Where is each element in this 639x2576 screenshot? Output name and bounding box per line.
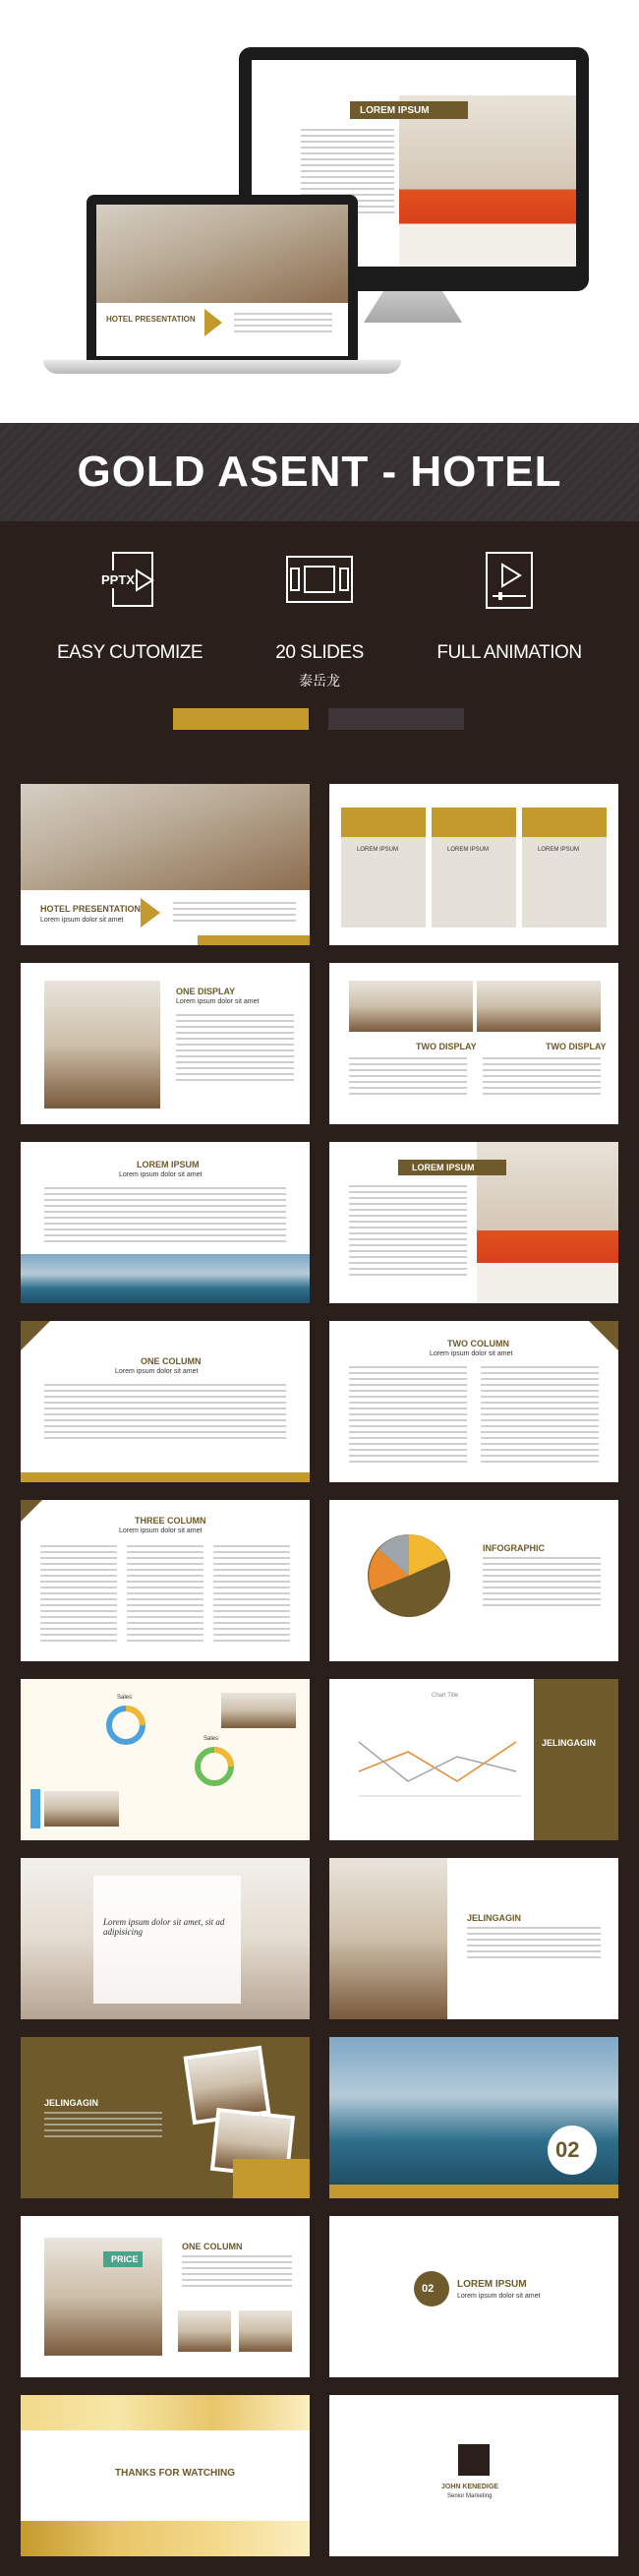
slide-number: 02 bbox=[422, 2283, 435, 2295]
text-lines bbox=[483, 1057, 601, 1097]
slide-11[interactable] bbox=[21, 1679, 310, 1840]
slide-12[interactable] bbox=[329, 1679, 618, 1840]
text-lines bbox=[40, 1545, 117, 1644]
room-photo bbox=[178, 2310, 231, 2352]
avatar bbox=[458, 2444, 490, 2476]
arrow-icon bbox=[141, 898, 160, 928]
top-bands bbox=[21, 2395, 310, 2430]
hero-section bbox=[0, 0, 639, 423]
bottom-bands bbox=[21, 2521, 310, 2556]
laptop-screen bbox=[96, 205, 348, 356]
slide-heading: THREE COLUMN bbox=[135, 1516, 206, 1526]
lobby-photo bbox=[21, 784, 310, 890]
page-title: GOLD ASENT - HOTEL bbox=[77, 448, 562, 496]
room-photo bbox=[329, 1858, 447, 2019]
slide-subheading: Lorem ipsum dolor sit amet bbox=[40, 917, 124, 924]
slide-1[interactable] bbox=[21, 784, 310, 945]
slide-18[interactable] bbox=[329, 2216, 618, 2377]
feature-slides bbox=[221, 551, 418, 664]
monitor-stand bbox=[364, 291, 462, 323]
laptop-heading: HOTEL PRESENTATION bbox=[106, 315, 196, 324]
card bbox=[341, 808, 426, 928]
accent-bar bbox=[30, 1789, 40, 1828]
slide-subheading: Lorem ipsum dolor sit amet bbox=[115, 1368, 199, 1375]
text-lines bbox=[44, 1384, 286, 1439]
text-lines bbox=[127, 1545, 203, 1644]
text-lines bbox=[349, 1057, 467, 1097]
feature-label: EASY CUTOMIZE bbox=[57, 642, 203, 663]
footer-strip bbox=[21, 1472, 310, 1482]
slide-heading: ONE DISPLAY bbox=[176, 987, 236, 996]
pptx-file-icon bbox=[95, 551, 164, 610]
card-title: LOREM IPSUM bbox=[538, 847, 580, 853]
text-lines bbox=[467, 1927, 601, 1962]
feature-label: FULL ANIMATION bbox=[436, 642, 582, 663]
price-label: PRICE bbox=[111, 2254, 139, 2264]
text-lines bbox=[44, 1187, 286, 1242]
room-photo bbox=[239, 2310, 292, 2352]
slide-heading: LOREM IPSUM bbox=[137, 1160, 200, 1169]
slide-heading: THANKS FOR WATCHING bbox=[115, 2468, 236, 2479]
room-photo bbox=[477, 981, 601, 1032]
slide-17[interactable] bbox=[21, 2216, 310, 2377]
presenter-role: Senior Marketing bbox=[447, 2493, 493, 2499]
slide-heading: LOREM IPSUM bbox=[412, 1163, 475, 1172]
pptx-badge: PPTX bbox=[101, 572, 135, 587]
arrow-icon bbox=[204, 309, 222, 336]
laptop-base bbox=[43, 360, 401, 374]
slide-subheading: Lorem ipsum dolor sit amet bbox=[119, 1528, 203, 1534]
room-photo bbox=[349, 981, 473, 1032]
room-photo bbox=[221, 1693, 296, 1728]
slide-subheading: Lorem ipsum dolor sit amet bbox=[119, 1171, 203, 1178]
room-photo bbox=[44, 981, 160, 1108]
feature-label: 20 SLIDES bbox=[275, 642, 364, 663]
presenter-name: JOHN KENEDIGE bbox=[441, 2484, 498, 2490]
quote-box bbox=[93, 1876, 241, 2004]
text-lines bbox=[173, 902, 296, 926]
slide-heading: JELINGAGIN bbox=[467, 1913, 522, 1923]
slide-6[interactable] bbox=[329, 1142, 618, 1303]
card-title: LOREM IPSUM bbox=[357, 847, 399, 853]
corner-ornament bbox=[589, 1321, 618, 1350]
slide-7[interactable] bbox=[21, 1321, 310, 1482]
footer-strip bbox=[329, 2185, 618, 2198]
slide-heading: ONE COLUMN bbox=[182, 2242, 243, 2251]
donut-graphic bbox=[103, 1703, 148, 1748]
slide-16[interactable] bbox=[329, 2037, 618, 2198]
text-lines bbox=[483, 1557, 601, 1610]
corner-ornament bbox=[21, 1321, 50, 1350]
slide-14[interactable] bbox=[329, 1858, 618, 2019]
slide-number: 02 bbox=[555, 2137, 580, 2162]
room-photo bbox=[44, 1791, 119, 1827]
brand-logo: 泰岳龙 bbox=[299, 673, 340, 689]
corner-ornament bbox=[21, 1500, 42, 1522]
card bbox=[432, 808, 516, 928]
slide-9[interactable] bbox=[21, 1500, 310, 1661]
card bbox=[522, 808, 607, 928]
slide-20[interactable] bbox=[329, 2395, 618, 2556]
slide-heading: TWO DISPLAY bbox=[546, 1042, 607, 1051]
text-lines bbox=[234, 313, 332, 336]
slide-heading: ONE COLUMN bbox=[141, 1356, 202, 1366]
slide-4[interactable] bbox=[329, 963, 618, 1124]
text-lines bbox=[349, 1185, 467, 1280]
slide-13[interactable] bbox=[21, 1858, 310, 2019]
play-icon bbox=[475, 551, 544, 610]
gold-bar bbox=[173, 708, 309, 730]
quote-text: Lorem ipsum dolor sit amet, sit ad adipisicing bbox=[103, 1917, 225, 1937]
slide-heading: INFOGRAPHIC bbox=[483, 1543, 545, 1553]
slide-8[interactable] bbox=[329, 1321, 618, 1482]
feature-customize bbox=[31, 551, 228, 664]
feature-animation bbox=[411, 551, 608, 664]
chart-title: Chart Title bbox=[432, 1693, 459, 1699]
text-lines bbox=[176, 1014, 294, 1083]
text-lines bbox=[44, 2112, 162, 2141]
features-section bbox=[0, 521, 639, 767]
slide-2[interactable] bbox=[329, 784, 618, 945]
pie-graphic bbox=[355, 1522, 463, 1630]
text-lines bbox=[213, 1545, 290, 1644]
slide-5[interactable] bbox=[21, 1142, 310, 1303]
slides-icon bbox=[285, 551, 354, 610]
footer-strip bbox=[233, 2159, 310, 2198]
lobby-photo bbox=[96, 205, 348, 303]
chart-label: Sales bbox=[203, 1736, 219, 1742]
slide-subheading: Lorem ipsum dolor sit amet bbox=[176, 998, 260, 1005]
slide-heading: HOTEL PRESENTATION bbox=[40, 904, 142, 914]
bedroom-photo bbox=[399, 95, 576, 267]
slide-19[interactable] bbox=[21, 2395, 310, 2556]
slide-heading: JELINGAGIN bbox=[44, 2098, 99, 2108]
slide-heading: LOREM IPSUM bbox=[457, 2279, 527, 2290]
pool-photo bbox=[21, 1254, 310, 1303]
slide-subheading: Lorem ipsum dolor sit amet bbox=[457, 2293, 541, 2300]
slide-heading: TWO DISPLAY bbox=[416, 1042, 477, 1051]
text-lines bbox=[481, 1366, 599, 1465]
text-lines bbox=[182, 2255, 292, 2287]
laptop bbox=[87, 195, 358, 360]
title-band bbox=[0, 423, 639, 521]
card-title: LOREM IPSUM bbox=[447, 847, 490, 853]
donut-graphic bbox=[192, 1744, 237, 1789]
slide-heading: TWO COLUMN bbox=[447, 1339, 509, 1348]
slide-heading: JELINGAGIN bbox=[542, 1738, 597, 1748]
slide-subheading: Lorem ipsum dolor sit amet bbox=[430, 1350, 513, 1357]
side-panel bbox=[534, 1679, 618, 1840]
chart-label: Sales bbox=[117, 1695, 133, 1701]
slide-10[interactable] bbox=[329, 1500, 618, 1661]
dark-bar bbox=[328, 708, 464, 730]
slide-3[interactable] bbox=[21, 963, 310, 1124]
line-graphic bbox=[349, 1703, 530, 1811]
monitor-heading: LOREM IPSUM bbox=[360, 105, 430, 116]
slide-15[interactable] bbox=[21, 2037, 310, 2198]
text-lines bbox=[349, 1366, 467, 1465]
footer-strip bbox=[198, 935, 310, 945]
